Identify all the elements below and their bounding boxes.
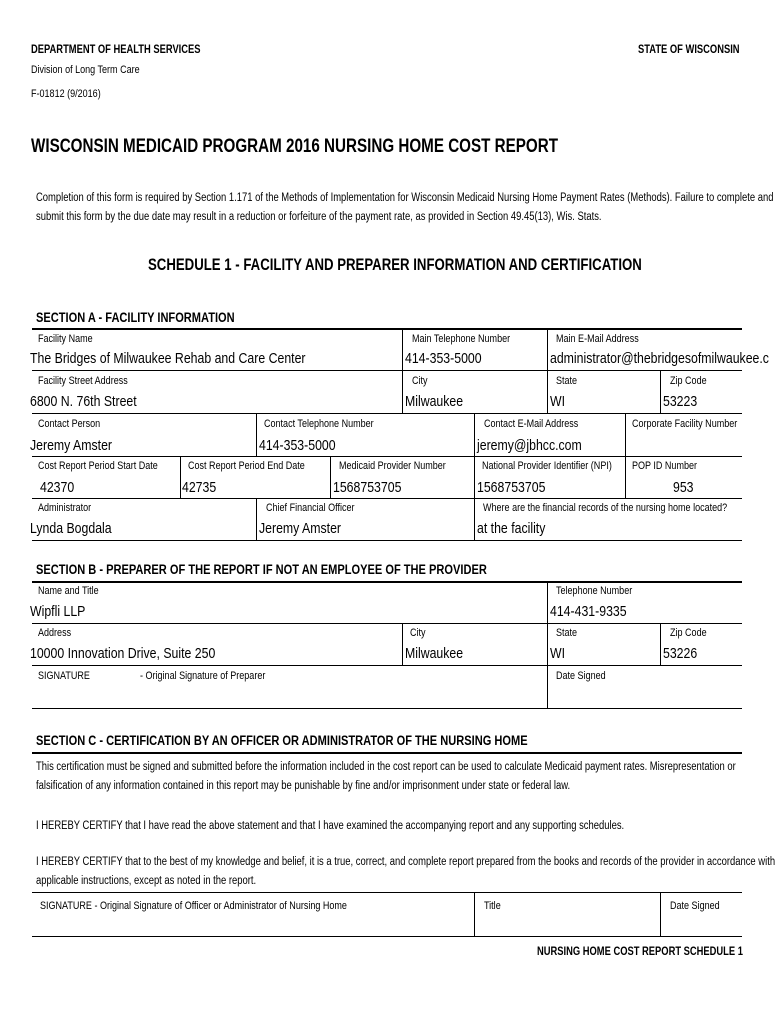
section-b-title: SECTION B - PREPARER OF THE REPORT IF NOT AN EMPLOYEE OF THE PROVIDER bbox=[36, 562, 487, 577]
preparer-city-field[interactable]: Milwaukee bbox=[405, 645, 464, 662]
department-name: DEPARTMENT OF HEALTH SERVICES bbox=[31, 42, 201, 56]
preparer-state-field[interactable]: WI bbox=[550, 645, 566, 662]
street-field[interactable]: 6800 N. 76th Street bbox=[30, 393, 137, 410]
records-location-field[interactable]: at the facility bbox=[477, 520, 546, 537]
certification-para-1-line-2: falsification of any information contained in this report may be punishable by fine and/or imprisonment under state or federal law. bbox=[36, 780, 571, 792]
certification-para-3-line-2: applicable instructions, except as noted in the report. bbox=[36, 875, 257, 887]
row-divider bbox=[32, 540, 742, 541]
officer-title-label: Title bbox=[484, 900, 501, 912]
preparer-zip-label: Zip Code bbox=[670, 627, 707, 639]
zip-label: Zip Code bbox=[670, 375, 707, 387]
preparer-name-field[interactable]: Wipfli LLP bbox=[30, 603, 86, 620]
section-a-top-rule bbox=[32, 328, 742, 330]
column-divider bbox=[660, 371, 661, 413]
city-label: City bbox=[412, 375, 428, 387]
row-divider bbox=[32, 623, 742, 624]
officer-title-field[interactable] bbox=[480, 915, 658, 935]
page-title: WISCONSIN MEDICAID PROGRAM 2016 NURSING HOME COST REPORT bbox=[31, 136, 558, 157]
officer-signature-label: SIGNATURE - Original Signature of Officer or Administrator of Nursing Home bbox=[40, 900, 347, 912]
main-phone-field[interactable]: 414-353-5000 bbox=[405, 350, 482, 367]
column-divider bbox=[402, 624, 403, 665]
street-label: Facility Street Address bbox=[38, 375, 128, 387]
period-end-field[interactable]: 42735 bbox=[182, 479, 217, 496]
division-name: Division of Long Term Care bbox=[31, 64, 140, 76]
facility-name-field[interactable]: The Bridges of Milwaukee Rehab and Care Center bbox=[30, 350, 306, 367]
column-divider bbox=[660, 624, 661, 665]
column-divider bbox=[547, 582, 548, 708]
medicaid-number-field[interactable]: 1568753705 bbox=[333, 479, 402, 496]
certification-para-3-line-1: I HEREBY CERTIFY that to the best of my knowledge and belief, it is a true, correct, and complete report prepared from the books and records of the provider in accordance with bbox=[36, 856, 775, 868]
npi-label: National Provider Identifier (NPI) bbox=[482, 460, 612, 472]
administrator-label: Administrator bbox=[38, 502, 92, 514]
officer-signature-field[interactable] bbox=[40, 915, 470, 935]
column-divider bbox=[474, 893, 475, 937]
column-divider bbox=[660, 893, 661, 937]
section-c-top-rule bbox=[32, 752, 742, 754]
preparer-signature-field[interactable] bbox=[40, 685, 540, 707]
preparer-state-label: State bbox=[556, 627, 578, 639]
preparer-date-field[interactable] bbox=[552, 685, 740, 707]
section-a-title: SECTION A - FACILITY INFORMATION bbox=[36, 310, 235, 325]
period-start-field[interactable]: 42370 bbox=[40, 479, 75, 496]
column-divider bbox=[256, 499, 257, 540]
row-divider bbox=[32, 498, 742, 499]
column-divider bbox=[547, 329, 548, 413]
contact-phone-label: Contact Telephone Number bbox=[264, 418, 374, 430]
row-divider bbox=[32, 936, 742, 937]
officer-date-field[interactable] bbox=[666, 915, 740, 935]
preparer-address-label: Address bbox=[38, 627, 72, 639]
main-email-field[interactable]: administrator@thebridgesofmilwaukee.c bbox=[550, 350, 769, 367]
column-divider bbox=[256, 414, 257, 456]
column-divider bbox=[180, 457, 181, 498]
row-divider bbox=[32, 892, 742, 893]
preparer-signature-note: - Original Signature of Preparer bbox=[140, 670, 266, 682]
preparer-city-label: City bbox=[410, 627, 426, 639]
column-divider bbox=[402, 329, 403, 413]
preparer-phone-label: Telephone Number bbox=[556, 585, 633, 597]
section-c-title: SECTION C - CERTIFICATION BY AN OFFICER OR ADMINISTRATOR OF THE NURSING HOME bbox=[36, 733, 528, 748]
city-field[interactable]: Milwaukee bbox=[405, 393, 464, 410]
zip-field[interactable]: 53223 bbox=[663, 393, 698, 410]
intro-line-1: Completion of this form is required by Section 1.171 of the Methods of Implementation for Wisconsin Medicaid Nursing Home Payment Rates (Methods). Failure to complete and bbox=[36, 192, 774, 204]
certification-para-2: I HEREBY CERTIFY that I have read the above statement and that I have examined the accompanying report and any supporting schedules. bbox=[36, 820, 625, 832]
section-b-top-rule bbox=[32, 581, 742, 583]
certification-para-1-line-1: This certification must be signed and submitted before the information included in the cost report can be used to calculate Medicaid payment rates. Misrepresentation or bbox=[36, 761, 736, 773]
medicaid-number-label: Medicaid Provider Number bbox=[339, 460, 446, 472]
pop-id-label: POP ID Number bbox=[632, 460, 698, 472]
intro-line-2: submit this form by the due date may result in a reduction or forfeiture of the payment rate, as provided in Section 49.45(13), Wis. Stats. bbox=[36, 211, 602, 223]
contact-email-field[interactable]: jeremy@jbhcc.com bbox=[477, 437, 582, 454]
schedule-title: SCHEDULE 1 - FACILITY AND PREPARER INFORMATION AND CERTIFICATION bbox=[148, 256, 642, 274]
pop-id-field[interactable]: 953 bbox=[673, 479, 694, 496]
preparer-phone-field[interactable]: 414-431-9335 bbox=[550, 603, 627, 620]
row-divider bbox=[32, 370, 742, 371]
row-divider bbox=[32, 456, 742, 457]
facility-name-label: Facility Name bbox=[38, 333, 93, 345]
cfo-label: Chief Financial Officer bbox=[266, 502, 355, 514]
preparer-name-label: Name and Title bbox=[38, 585, 99, 597]
npi-field[interactable]: 1568753705 bbox=[477, 479, 546, 496]
corporate-number-label: Corporate Facility Number bbox=[632, 418, 738, 430]
state-label: State bbox=[556, 375, 578, 387]
main-phone-label: Main Telephone Number bbox=[412, 333, 511, 345]
contact-person-field[interactable]: Jeremy Amster bbox=[30, 437, 113, 454]
administrator-field[interactable]: Lynda Bogdala bbox=[30, 520, 112, 537]
preparer-signature-label: SIGNATURE bbox=[38, 670, 90, 682]
contact-phone-field[interactable]: 414-353-5000 bbox=[259, 437, 336, 454]
officer-date-label: Date Signed bbox=[670, 900, 720, 912]
preparer-zip-field[interactable]: 53226 bbox=[663, 645, 698, 662]
row-divider bbox=[32, 413, 742, 414]
records-location-label: Where are the financial records of the nursing home located? bbox=[483, 502, 728, 514]
contact-person-label: Contact Person bbox=[38, 418, 101, 430]
row-divider bbox=[32, 665, 742, 666]
contact-email-label: Contact E-Mail Address bbox=[484, 418, 579, 430]
preparer-address-field[interactable]: 10000 Innovation Drive, Suite 250 bbox=[30, 645, 216, 662]
main-email-label: Main E-Mail Address bbox=[556, 333, 639, 345]
column-divider bbox=[625, 414, 626, 498]
form-number: F-01812 (9/2016) bbox=[31, 88, 101, 100]
footer-label: NURSING HOME COST REPORT SCHEDULE 1 bbox=[537, 944, 743, 958]
preparer-date-label: Date Signed bbox=[556, 670, 606, 682]
state-name: STATE OF WISCONSIN bbox=[638, 42, 740, 56]
period-start-label: Cost Report Period Start Date bbox=[38, 460, 158, 472]
row-divider bbox=[32, 708, 742, 709]
state-field[interactable]: WI bbox=[550, 393, 566, 410]
period-end-label: Cost Report Period End Date bbox=[188, 460, 305, 472]
column-divider bbox=[474, 414, 475, 540]
column-divider bbox=[330, 457, 331, 498]
cfo-field[interactable]: Jeremy Amster bbox=[259, 520, 342, 537]
